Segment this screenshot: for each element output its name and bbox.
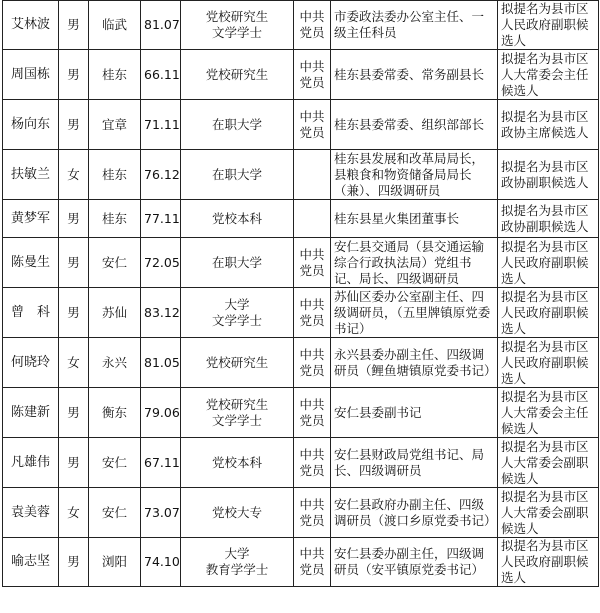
- gender-cell: 女: [59, 488, 89, 538]
- education-cell: 党校研究生 文学学士: [181, 1, 294, 50]
- proposal-cell: 拟提名为县市区人大常委会主任候选人: [498, 50, 599, 100]
- proposal-cell: 拟提名为县市区人民政府副职候选人: [498, 288, 599, 338]
- party-cell: 中共 党员: [294, 1, 331, 50]
- candidate-table: [2, 0, 599, 587]
- birth-date-cell: 77.11: [141, 200, 181, 238]
- education-cell: 大学 教育学学士: [181, 538, 294, 587]
- origin-cell: 临武: [89, 1, 141, 50]
- table-row: [3, 438, 599, 488]
- party-cell: 中共 党员: [294, 100, 331, 150]
- proposal-cell: 拟提名为县市区政协副职候选人: [498, 150, 599, 200]
- name-cell: 黄梦军: [3, 200, 59, 238]
- table-row: [3, 1, 599, 50]
- name-cell: 陈曼生: [3, 238, 59, 288]
- position-cell: 安仁县政府办副主任、四级调研员（渡口乡原党委书记）: [331, 488, 498, 538]
- proposal-cell: 拟提名为县市区人大常委会副职候选人: [498, 488, 599, 538]
- proposal-cell: 拟提名为县市区人民政府副职候选人: [498, 238, 599, 288]
- education-cell: 大学 文学学士: [181, 288, 294, 338]
- education-cell: 党校本科: [181, 200, 294, 238]
- proposal-cell: 拟提名为县市区政协副职候选人: [498, 200, 599, 238]
- education-cell: 党校本科: [181, 438, 294, 488]
- education-cell: 党校研究生: [181, 338, 294, 388]
- proposal-cell: 拟提名为县市区人民政府副职候选人: [498, 538, 599, 587]
- name-cell: 凡雄伟: [3, 438, 59, 488]
- origin-cell: 桂东: [89, 50, 141, 100]
- position-cell: 苏仙区委办公室副主任、四级调研员，（五里牌镇原党委书记）: [331, 288, 498, 338]
- table-row: [3, 338, 599, 388]
- table-row: [3, 288, 599, 338]
- origin-cell: 浏阳: [89, 538, 141, 587]
- birth-date-cell: 76.12: [141, 150, 181, 200]
- gender-cell: 男: [59, 1, 89, 50]
- party-cell: [294, 200, 331, 238]
- position-cell: 桂东县委常委、常务副县长: [331, 50, 498, 100]
- table-row: [3, 100, 599, 150]
- table-row: [3, 488, 599, 538]
- party-cell: 中共 党员: [294, 438, 331, 488]
- position-cell: 桂东县发展和改革局局长，县粮食和物资储备局局长（兼）、四级调研员: [331, 150, 498, 200]
- origin-cell: 宜章: [89, 100, 141, 150]
- name-cell: 袁美蓉: [3, 488, 59, 538]
- party-cell: 中共 党员: [294, 388, 331, 438]
- party-cell: 中共 党员: [294, 50, 331, 100]
- table-row: [3, 50, 599, 100]
- table-body: [3, 1, 599, 587]
- name-cell: 艾林波: [3, 1, 59, 50]
- birth-date-cell: 81.05: [141, 338, 181, 388]
- origin-cell: 永兴: [89, 338, 141, 388]
- origin-cell: 苏仙: [89, 288, 141, 338]
- birth-date-cell: 74.10: [141, 538, 181, 587]
- origin-cell: 衡东: [89, 388, 141, 438]
- birth-date-cell: 66.11: [141, 50, 181, 100]
- origin-cell: 桂东: [89, 150, 141, 200]
- gender-cell: 女: [59, 150, 89, 200]
- name-cell: 陈建新: [3, 388, 59, 438]
- party-cell: 中共 党员: [294, 238, 331, 288]
- table-row: [3, 150, 599, 200]
- position-cell: 安仁县委办副主任，四级调研员（安平镇原党委书记）: [331, 538, 498, 587]
- gender-cell: 男: [59, 200, 89, 238]
- birth-date-cell: 72.05: [141, 238, 181, 288]
- table-row: [3, 388, 599, 438]
- name-cell: 扶敏兰: [3, 150, 59, 200]
- position-cell: 安仁县交通局（县交通运输综合行政执法局）党组书记、局长、四级调研员: [331, 238, 498, 288]
- origin-cell: 安仁: [89, 488, 141, 538]
- name-cell: 曾 科: [3, 288, 59, 338]
- proposal-cell: 拟提名为县市区人民政府副职候选人: [498, 1, 599, 50]
- gender-cell: 男: [59, 238, 89, 288]
- birth-date-cell: 73.07: [141, 488, 181, 538]
- party-cell: 中共 党员: [294, 538, 331, 587]
- position-cell: 永兴县委办副主任、四级调研员（鲤鱼塘镇原党委书记）: [331, 338, 498, 388]
- origin-cell: 桂东: [89, 200, 141, 238]
- gender-cell: 男: [59, 50, 89, 100]
- position-cell: 桂东县委常委、组织部部长: [331, 100, 498, 150]
- birth-date-cell: 67.11: [141, 438, 181, 488]
- gender-cell: 男: [59, 288, 89, 338]
- education-cell: 在职大学: [181, 238, 294, 288]
- table-row: [3, 538, 599, 587]
- gender-cell: 男: [59, 438, 89, 488]
- gender-cell: 男: [59, 388, 89, 438]
- name-cell: 何晓玲: [3, 338, 59, 388]
- name-cell: 喻志坚: [3, 538, 59, 587]
- table-row: [3, 238, 599, 288]
- name-cell: 杨向东: [3, 100, 59, 150]
- name-cell: 周国栋: [3, 50, 59, 100]
- position-cell: 市委政法委办公室主任、一级主任科员: [331, 1, 498, 50]
- birth-date-cell: 79.06: [141, 388, 181, 438]
- education-cell: 在职大学: [181, 150, 294, 200]
- origin-cell: 安仁: [89, 438, 141, 488]
- birth-date-cell: 81.07: [141, 1, 181, 50]
- proposal-cell: 拟提名为县市区人大常委会副职候选人: [498, 438, 599, 488]
- party-cell: 中共 党员: [294, 338, 331, 388]
- proposal-cell: 拟提名为县市区人大常委会主任候选人: [498, 388, 599, 438]
- party-cell: 中共 党员: [294, 288, 331, 338]
- gender-cell: 男: [59, 100, 89, 150]
- gender-cell: 男: [59, 538, 89, 587]
- party-cell: 中共 党员: [294, 488, 331, 538]
- position-cell: 安仁县委副书记: [331, 388, 498, 438]
- gender-cell: 女: [59, 338, 89, 388]
- education-cell: 党校研究生 文学学士: [181, 388, 294, 438]
- birth-date-cell: 71.11: [141, 100, 181, 150]
- position-cell: 桂东县星火集团董事长: [331, 200, 498, 238]
- proposal-cell: 拟提名为县市区政协主席候选人: [498, 100, 599, 150]
- position-cell: 安仁县财政局党组书记、局长、四级调研员: [331, 438, 498, 488]
- education-cell: 党校研究生: [181, 50, 294, 100]
- origin-cell: 安仁: [89, 238, 141, 288]
- birth-date-cell: 83.12: [141, 288, 181, 338]
- education-cell: 党校大专: [181, 488, 294, 538]
- party-cell: [294, 150, 331, 200]
- proposal-cell: 拟提名为县市区人民政府副职候选人: [498, 338, 599, 388]
- education-cell: 在职大学: [181, 100, 294, 150]
- table-row: [3, 200, 599, 238]
